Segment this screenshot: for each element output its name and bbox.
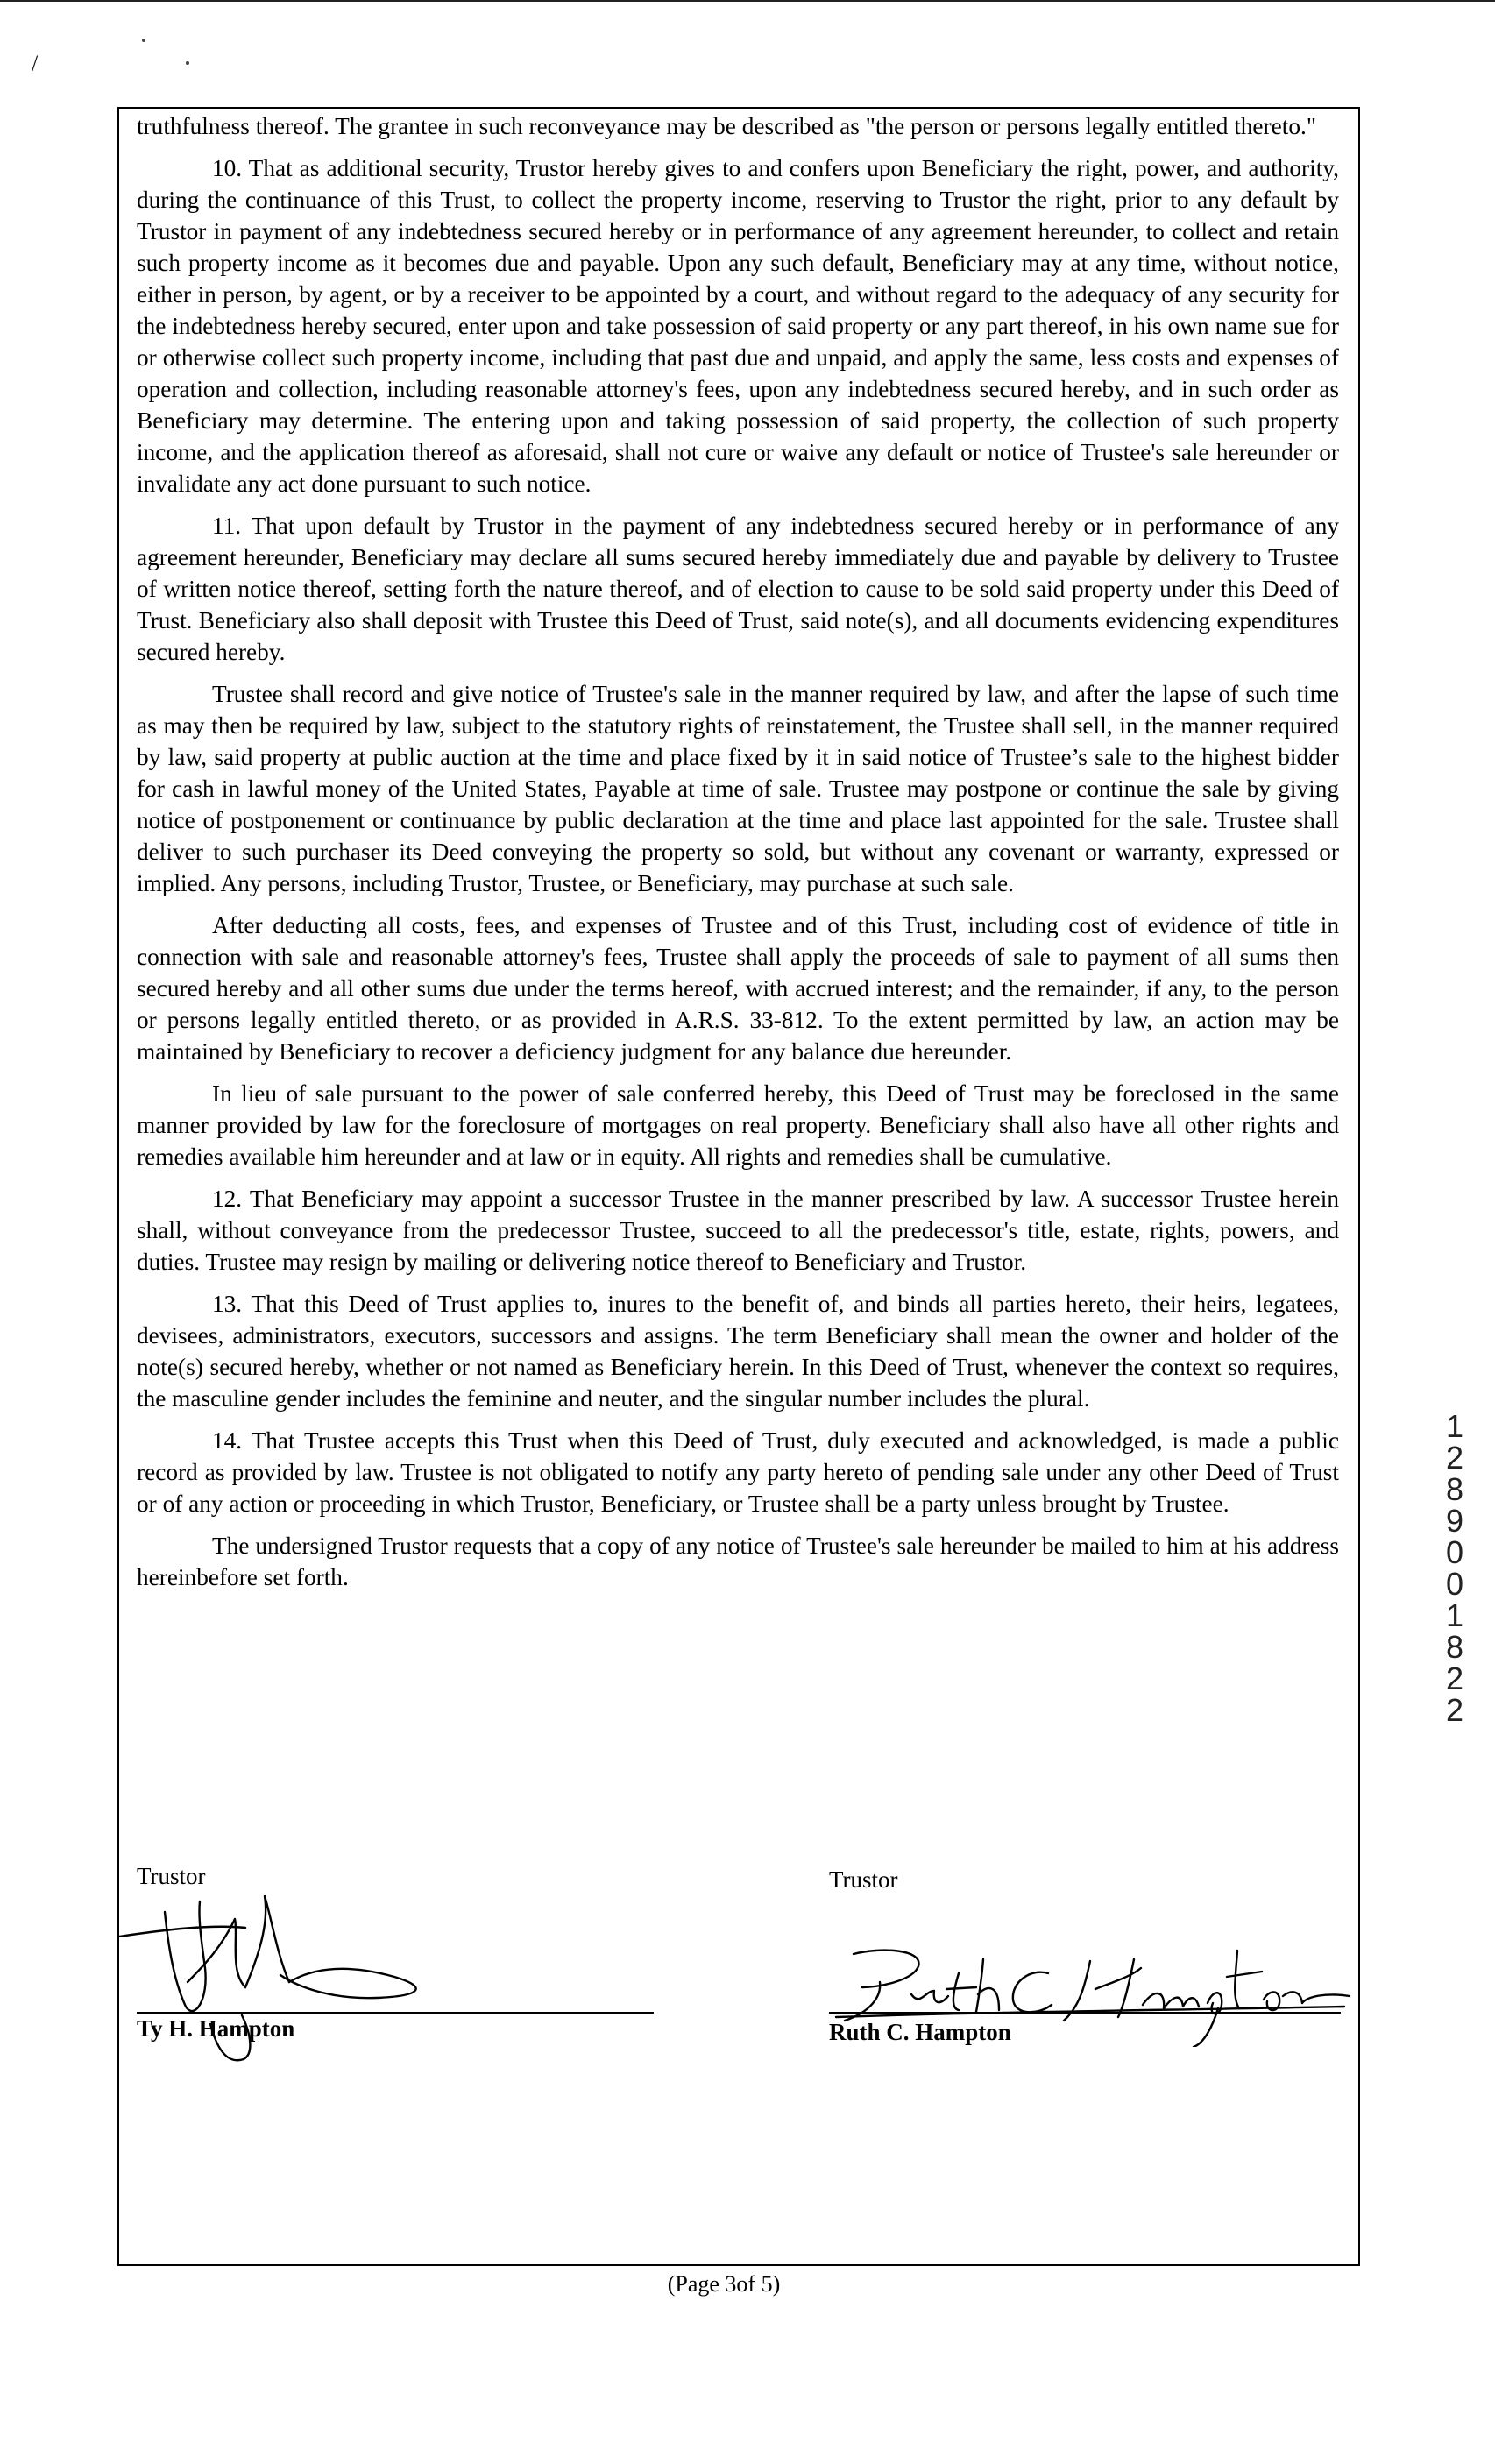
paragraph-notice-request: The undersigned Trustor requests that a copy of any notice of Trustee's sale hereunder be mailed to him at his address hereinbefore set forth. bbox=[137, 1533, 1339, 1590]
scan-mark: / bbox=[32, 51, 39, 76]
recording-digit: 8 bbox=[1445, 1629, 1464, 1665]
paragraph-continuation: truthfulness thereof. The grantee in such reconveyance may be described as "the person or persons legally entitled thereto." bbox=[137, 113, 1316, 139]
recording-digit: 8 bbox=[1445, 1471, 1464, 1507]
recording-digit: 0 bbox=[1445, 1534, 1464, 1570]
recording-digit: 2 bbox=[1445, 1692, 1464, 1728]
recording-digit: 1 bbox=[1445, 1597, 1464, 1633]
signature-line-left bbox=[137, 2012, 654, 2014]
deed-of-trust-body bbox=[137, 110, 1339, 1604]
recording-digit: 2 bbox=[1445, 1440, 1464, 1476]
top-edge-rule bbox=[0, 0, 1495, 2]
trustor-label-left: Trustor bbox=[137, 1863, 206, 1889]
recording-digit: 0 bbox=[1445, 1566, 1464, 1602]
trustor-name-left: Ty H. Hampton bbox=[137, 2015, 295, 2042]
recording-digit: 2 bbox=[1445, 1660, 1464, 1696]
scan-dot bbox=[186, 61, 189, 65]
paragraph-13: 13. That this Deed of Trust applies to, inures to the benefit of, and binds all parties hereto, their heirs, legatees, devisees, administrators, executors, successors and assigns. The term Beneficiary shall mean the owner and holder of the note(s) secured hereby, whether or not named as Beneficiary herein. In this Deed of Trust, whenever the context so requires, the masculine gender includes the feminine and neuter, and the singular number includes the plural. bbox=[137, 1291, 1339, 1412]
scan-dot bbox=[142, 39, 145, 42]
recording-number-stamp bbox=[1437, 1408, 1472, 1728]
paragraph-proceeds: After deducting all costs, fees, and expenses of Trustee and of this Trust, including cost of evidence of title in connection with sale and reasonable attorney's fees, Trustee shall apply the proceeds of sale to payment of all sums then secured hereby and all other sums due under the terms hereof, with accrued interest; and the remainder, if any, to the person or persons legally entitled thereto, or as provided in A.R.S. 33-812. To the extent permitted by law, an action may be maintained by Beneficiary to recover a deficiency judgment for any balance due hereunder. bbox=[137, 912, 1339, 1065]
paragraph-10: 10. That as additional security, Trustor hereby gives to and confers upon Beneficiary the right, power, and authority, during the continuance of this Trust, to collect the property income, reserving to Trustor the right, prior to any default by Trustor in payment of any indebtedness secured hereby or in performance of any agreement hereunder, to collect and retain such property income as it becomes due and payable. Upon any such default, Beneficiary may at any time, without notice, either in person, by agent, or by a receiver to be appointed by a court, and without regard to the adequacy of any security for the indebtedness hereby secured, enter upon and take possession of said property or any part thereof, in his own name sue for or otherwise collect such property income, including that past due and unpaid, and apply the same, less costs and expenses of operation and collection, including reasonable attorney's fees, upon any indebtedness secured hereby, and in such order as Beneficiary may determine. The entering upon and taking possession of said property, the collection of such property income, and the application thereof as aforesaid, shall not cure or waive any default or notice of Trustee's sale hereunder or invalidate any act done pursuant to such notice. bbox=[137, 155, 1339, 497]
paragraph-12: 12. That Beneficiary may appoint a successor Trustee in the manner prescribed by law. A successor Trustee herein shall, without conveyance from the predecessor Trustee, succeed to all the predecessor's title, estate, rights, powers, and duties. Trustee may resign by mailing or delivering notice thereof to Beneficiary and Trustor. bbox=[137, 1186, 1339, 1275]
page-number: (Page 3of 5) bbox=[667, 2271, 781, 2297]
paragraph-foreclosure: In lieu of sale pursuant to the power of sale conferred hereby, this Deed of Trust may be foreclosed in the same manner provided by law for the foreclosure of mortgages on real property. Beneficiary shall also have all other rights and remedies available him hereunder and at law or in equity. All rights and remedies shall be cumulative. bbox=[137, 1080, 1339, 1170]
trustor-name-right: Ruth C. Hampton bbox=[829, 2019, 1011, 2045]
paragraph-11: 11. That upon default by Trustor in the payment of any indebtedness secured hereby or in performance of any agreement hereunder, Beneficiary may declare all sums secured hereby immediately due and payable by delivery to Trustee of written notice thereof, setting forth the nature thereof, and of election to cause to be sold said property under this Deed of Trust. Beneficiary also shall deposit with Trustee this Deed of Trust, said note(s), and all documents evidencing expenditures secured hereby. bbox=[137, 513, 1339, 665]
paragraph-trustee-sale: Trustee shall record and give notice of Trustee's sale in the manner required by law, and after the lapse of such time as may then be required by law, subject to the statutory rights of reinstatement, the Trustee shall sell, in the manner required by law, said property at public auction at the time and place fixed by it in said notice of Trustee’s sale to the highest bidder for cash in lawful money of the United States, Payable at time of sale. Trustee may postpone or continue the sale by giving notice of postponement or continuance by public declaration at the time and place last appointed for the sale. Trustee shall deliver to such purchaser its Deed conveying the property so sold, but without any covenant or warranty, expressed or implied. Any persons, including Trustor, Trustee, or Beneficiary, may purchase at such sale. bbox=[137, 681, 1339, 896]
recording-digit: 9 bbox=[1445, 1503, 1464, 1539]
paragraph-14: 14. That Trustee accepts this Trust when this Deed of Trust, duly executed and acknowledged, is made a public record as provided by law. Trustee is not obligated to notify any party hereto of pending sale under any other Deed of Trust or of any action or proceeding in which Trustor, Beneficiary, or Trustee shall be a party unless brought by Trustee. bbox=[137, 1427, 1339, 1517]
signature-line-right bbox=[829, 2012, 1341, 2014]
trustor-label-right: Trustor bbox=[829, 1866, 898, 1893]
recording-digit: 1 bbox=[1445, 1408, 1464, 1444]
